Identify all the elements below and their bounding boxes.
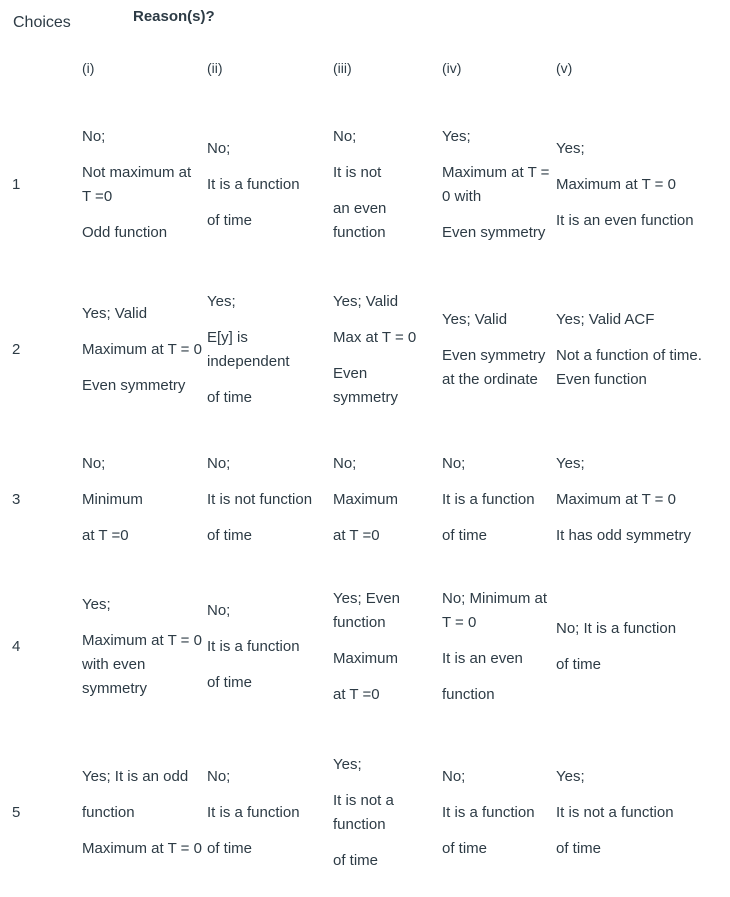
cell-line: No; [442, 455, 466, 472]
cell-line: Even symmetry [442, 224, 546, 241]
cell-line: Yes; Valid [442, 311, 508, 328]
cell-line: E[y] is independent [207, 329, 290, 370]
cell-line: Even symmetry [82, 377, 186, 394]
cell-line: Maximum [333, 491, 399, 508]
column-label: (v) [556, 60, 573, 76]
answer-cell [207, 599, 329, 695]
cell-line: No; [207, 602, 231, 619]
cell-line: No; It is a function [556, 620, 677, 637]
cell-line: Maximum at T = 0 [556, 491, 676, 508]
cell-line: No; [82, 128, 106, 145]
answer-cell [82, 302, 202, 398]
cell-line: Maximum at T = 0 [82, 840, 202, 857]
cell-line: It is a function [207, 638, 300, 655]
cell-line: at T =0 [82, 527, 129, 544]
answer-cell [556, 308, 706, 392]
answer-cell [207, 137, 329, 233]
answer-cell [207, 452, 329, 548]
cell-line: of time [207, 389, 253, 406]
answer-cell [333, 290, 433, 410]
answer-cell [442, 452, 552, 548]
cell-line: of time [442, 527, 488, 544]
column-label: (iv) [442, 60, 462, 76]
cell-line: Maximum at T = 0 with even symmetry [82, 632, 202, 697]
cell-line: of time [442, 840, 488, 857]
cell-line: at T =0 [333, 527, 380, 544]
cell-line: Yes; Valid [333, 293, 399, 310]
answer-cell [207, 290, 329, 410]
answer-cell [556, 617, 706, 677]
cell-line: Yes; [207, 293, 236, 310]
cell-line: It is a function [207, 176, 300, 193]
answer-cell [333, 125, 433, 245]
cell-line: It is a function [442, 804, 535, 821]
cell-line: Yes; Valid ACF [556, 311, 655, 328]
cell-line: It is an even function [556, 212, 694, 229]
answer-cell [556, 765, 706, 861]
answer-cell [207, 765, 329, 861]
column-label: (ii) [207, 60, 223, 76]
cell-line: No; [207, 455, 231, 472]
cell-line: It is not function [207, 491, 313, 508]
cell-line: Maximum at T = 0 [556, 176, 676, 193]
cell-line: of time [207, 674, 253, 691]
answer-cell [442, 587, 552, 707]
cell-line: an even function [333, 200, 387, 241]
column-label: (iii) [333, 60, 352, 76]
cell-line: It is a function [207, 804, 300, 821]
cell-line: function [82, 804, 135, 821]
choice-number: 5 [12, 804, 21, 821]
cell-line: No; Minimum at T = 0 [442, 590, 548, 631]
cell-line: Even symmetry [333, 365, 398, 406]
cell-line: Maximum at T = 0 [82, 341, 202, 358]
cell-line: Yes; [82, 596, 111, 613]
cell-line: Yes; Valid [82, 305, 148, 322]
cell-line: of time [556, 656, 602, 673]
answer-cell [82, 593, 202, 701]
choices-header: Choices [13, 14, 71, 31]
cell-line: No; [207, 768, 231, 785]
reasons-header: Reason(s)? [133, 8, 215, 25]
choice-number: 4 [12, 638, 21, 655]
cell-line: Yes; [333, 756, 362, 773]
cell-line: Yes; [556, 455, 585, 472]
cell-line: of time [207, 527, 253, 544]
cell-line: Yes; Even function [333, 590, 400, 631]
answer-cell [82, 452, 202, 548]
cell-line: Yes; [556, 768, 585, 785]
answer-cell [556, 137, 706, 233]
cell-line: of time [333, 852, 379, 869]
cell-line: Even symmetry at the ordinate [442, 347, 546, 388]
cell-line: at T =0 [333, 686, 380, 703]
answer-cell [442, 308, 552, 392]
choice-number: 1 [12, 176, 21, 193]
cell-line: of time [207, 840, 253, 857]
cell-line: No; [442, 768, 466, 785]
cell-line: It is not [333, 164, 382, 181]
cell-line: Minimum [82, 491, 143, 508]
choice-number: 3 [12, 491, 21, 508]
answer-cell [333, 753, 433, 873]
answer-cell [333, 452, 433, 548]
answer-cell [442, 765, 552, 861]
cell-line: Odd function [82, 224, 168, 241]
cell-line: It is not a function [556, 804, 674, 821]
cell-line: Yes; It is an odd [82, 768, 189, 785]
cell-line: function [442, 686, 495, 703]
cell-line: Yes; [556, 140, 585, 157]
cell-line: Maximum at T = 0 with [442, 164, 550, 205]
answer-cell [82, 765, 202, 861]
cell-line: Maximum [333, 650, 399, 667]
cell-line: It is a function [442, 491, 535, 508]
cell-line: It is an even [442, 650, 523, 667]
cell-line: Not maximum at T =0 [82, 164, 192, 205]
column-label: (i) [82, 60, 95, 76]
cell-line: It has odd symmetry [556, 527, 692, 544]
cell-line: No; [333, 128, 357, 145]
cell-line: Max at T = 0 [333, 329, 417, 346]
cell-line: of time [207, 212, 253, 229]
choice-number: 2 [12, 341, 21, 358]
cell-line: No; [333, 455, 357, 472]
answer-cell [82, 125, 202, 245]
cell-line: of time [556, 840, 602, 857]
answer-cell [333, 587, 433, 707]
cell-line: No; [82, 455, 106, 472]
answer-cell [556, 452, 706, 548]
answer-cell [442, 125, 552, 245]
cell-line: Yes; [442, 128, 471, 145]
cell-line: No; [207, 140, 231, 157]
cell-line: It is not a function [333, 792, 394, 833]
cell-line: Not a function of time. Even function [556, 347, 702, 388]
